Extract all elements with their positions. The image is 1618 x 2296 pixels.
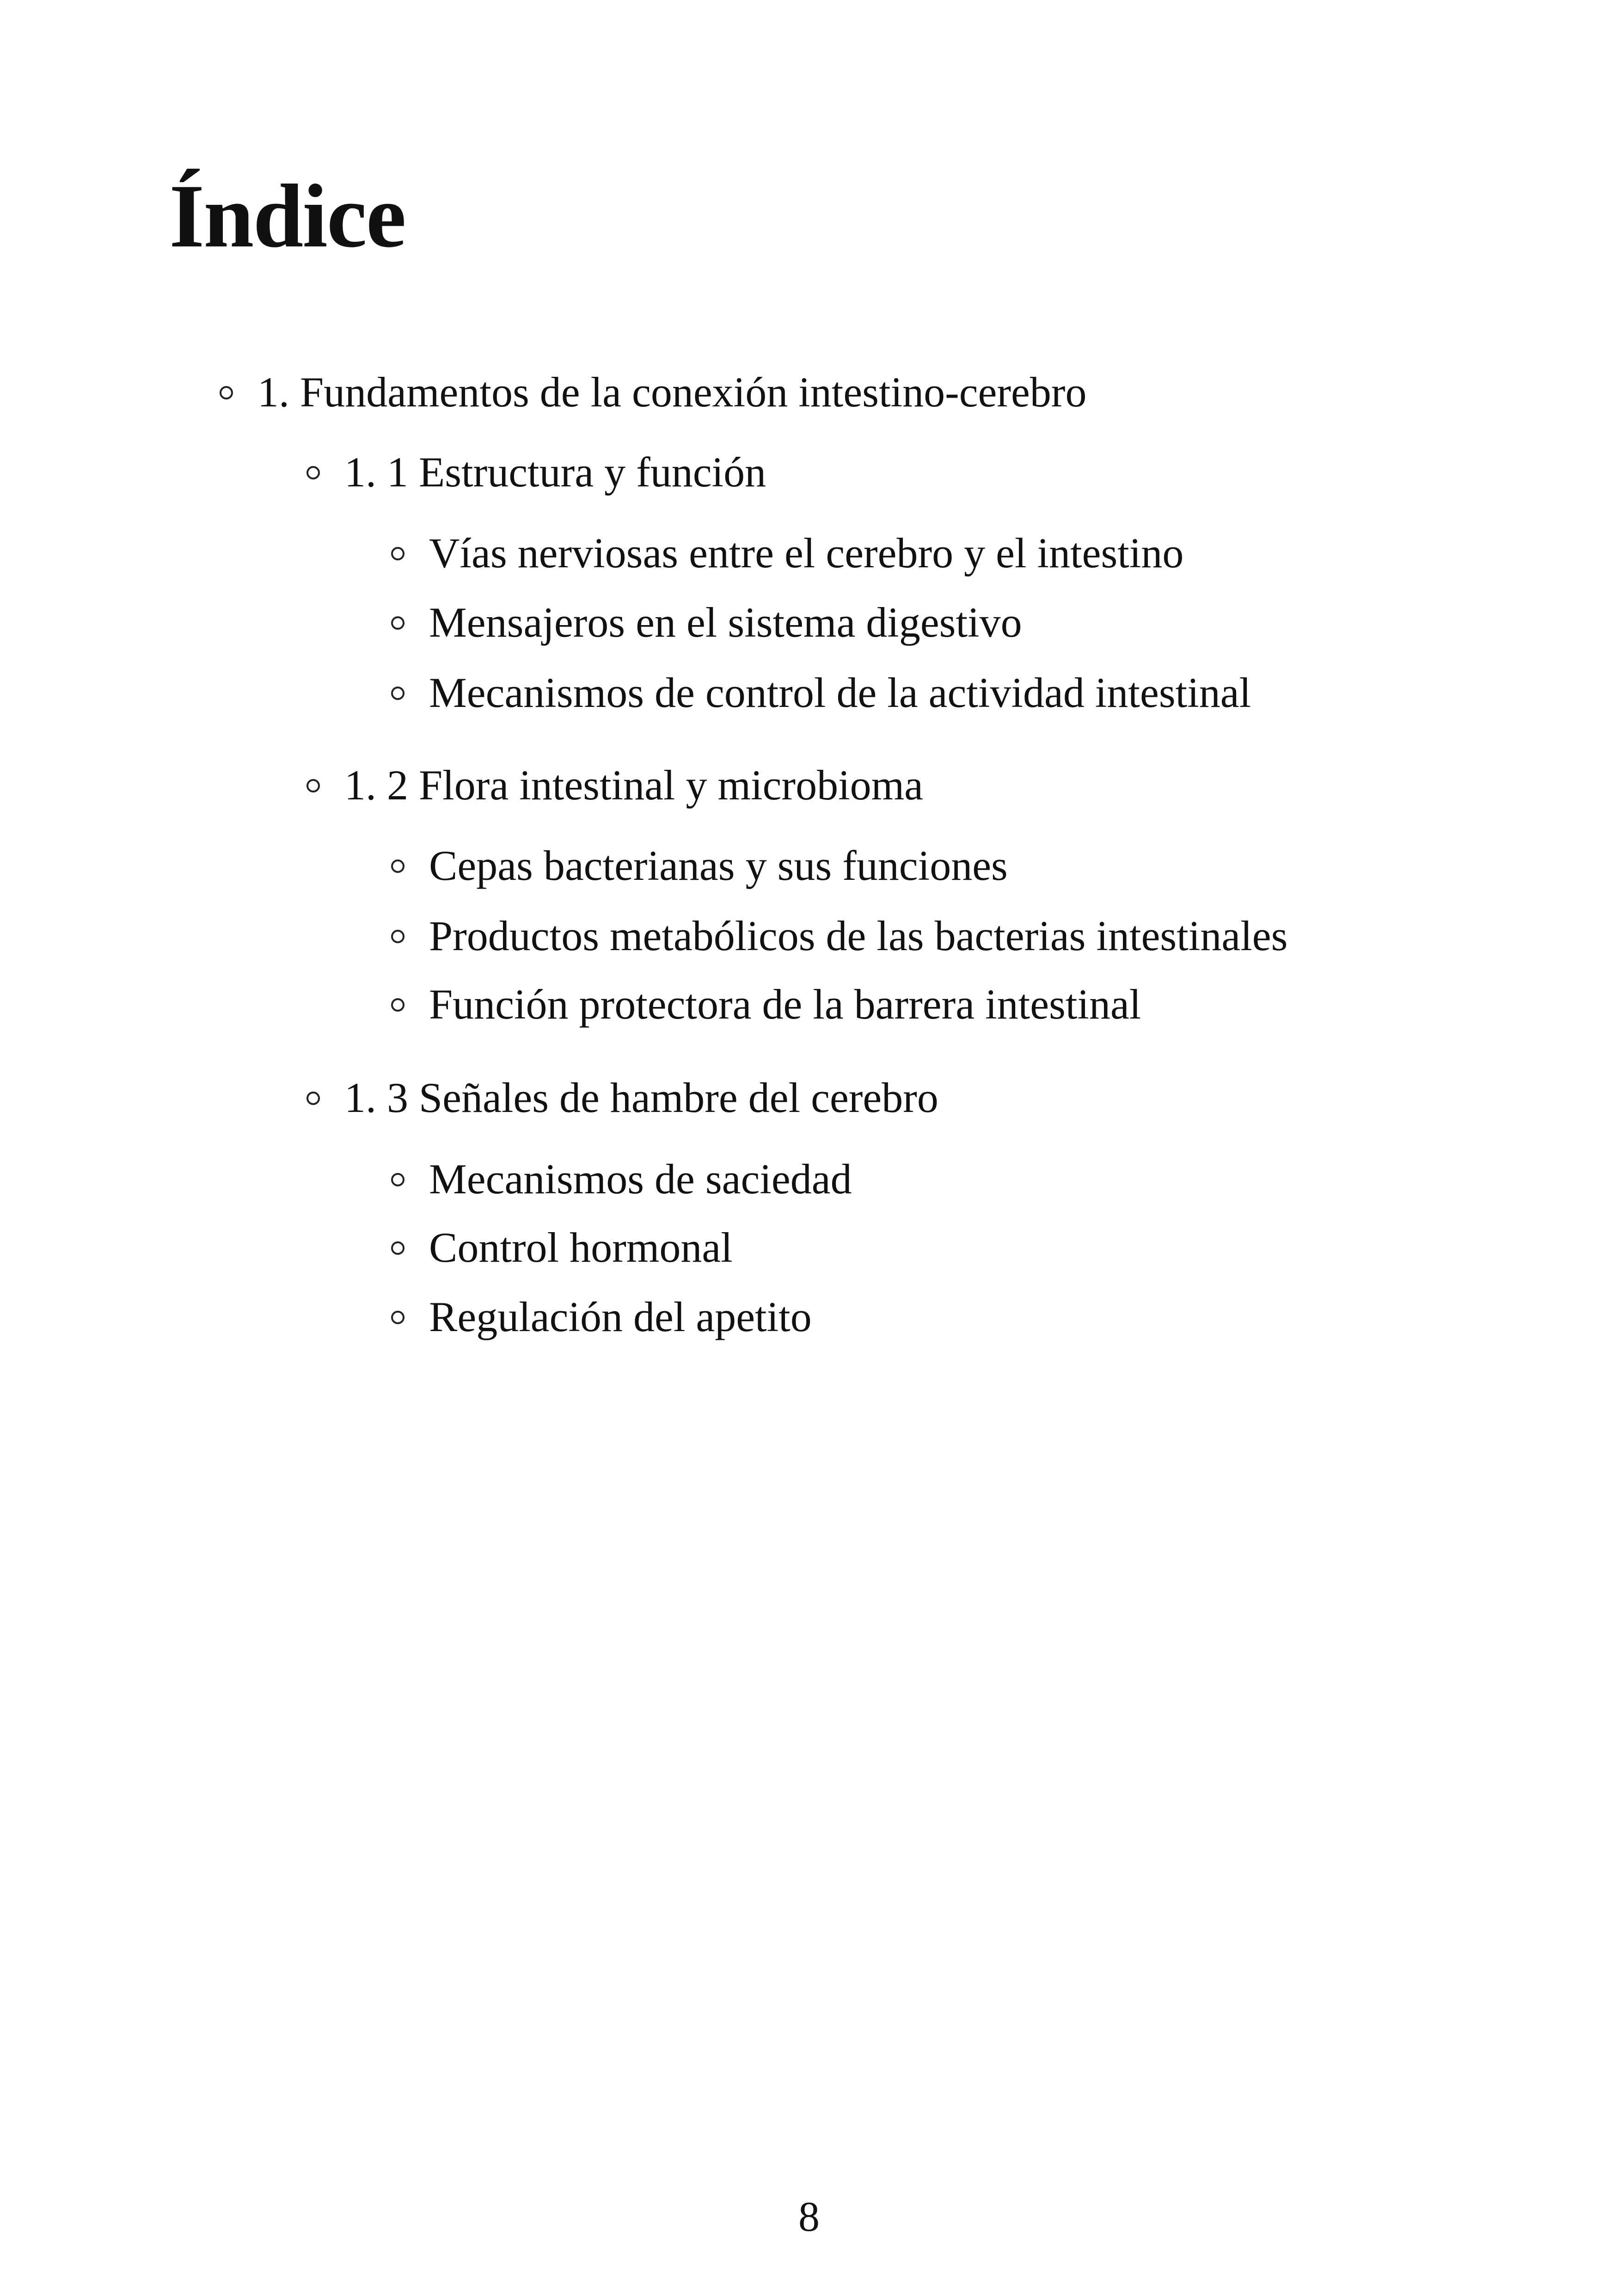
toc-item[interactable] [391, 671, 1251, 714]
toc-section-1-1[interactable] [306, 448, 766, 496]
toc-item-label: Productos metabólicos de las bacterias intestinales [429, 912, 1288, 959]
bullet-circle-icon [391, 547, 404, 560]
toc-item[interactable] [391, 601, 1022, 644]
toc-item-label: Mecanismos de control de la actividad intestinal [429, 669, 1251, 716]
page-number: 8 [798, 2193, 820, 2240]
toc-item-label: Mensajeros en el sistema digestivo [429, 599, 1022, 646]
toc-item[interactable] [391, 1155, 852, 1203]
toc-item-label: Regulación del apetito [429, 1293, 812, 1340]
toc-item[interactable] [391, 912, 1288, 959]
toc-item-label: Función protectora de la barrera intestinal [429, 981, 1141, 1028]
toc-section-label: 1. 1 Estructura y función [344, 448, 766, 496]
bullet-circle-icon [391, 687, 404, 700]
bullet-circle-icon [220, 386, 233, 399]
bullet-circle-icon [391, 930, 404, 943]
bullet-circle-icon [306, 1092, 320, 1105]
bullet-circle-icon [391, 859, 404, 873]
toc-item-label: Control hormonal [429, 1224, 733, 1271]
toc-item-label: Cepas bacterianas y sus funciones [429, 842, 1008, 889]
bullet-circle-icon [391, 1173, 404, 1186]
toc-item[interactable] [391, 1295, 812, 1338]
toc-section-1-3[interactable] [306, 1076, 938, 1119]
bullet-circle-icon [391, 1241, 404, 1255]
bullet-circle-icon [306, 779, 320, 792]
bullet-circle-icon [391, 998, 404, 1012]
toc-section-label: 1. 2 Flora intestinal y microbioma [344, 761, 924, 809]
toc-item[interactable] [391, 981, 1141, 1028]
bullet-circle-icon [391, 616, 404, 630]
toc-item-label: Mecanismos de saciedad [429, 1155, 852, 1203]
toc-item[interactable] [391, 844, 1008, 887]
bullet-circle-icon [306, 466, 320, 479]
toc-section-label: 1. 3 Señales de hambre del cerebro [344, 1074, 938, 1121]
toc-chapter-label: 1. Fundamentos de la conexión intestino-cerebro [257, 368, 1087, 416]
toc-item-label: Vías nerviosas entre el cerebro y el intestino [429, 529, 1184, 577]
toc-item[interactable] [391, 1226, 733, 1269]
page-title: Índice [169, 166, 405, 266]
toc-chapter-1[interactable] [220, 368, 1087, 416]
toc-item[interactable] [391, 529, 1184, 577]
bullet-circle-icon [391, 1311, 404, 1324]
toc-section-1-2[interactable] [306, 761, 924, 809]
